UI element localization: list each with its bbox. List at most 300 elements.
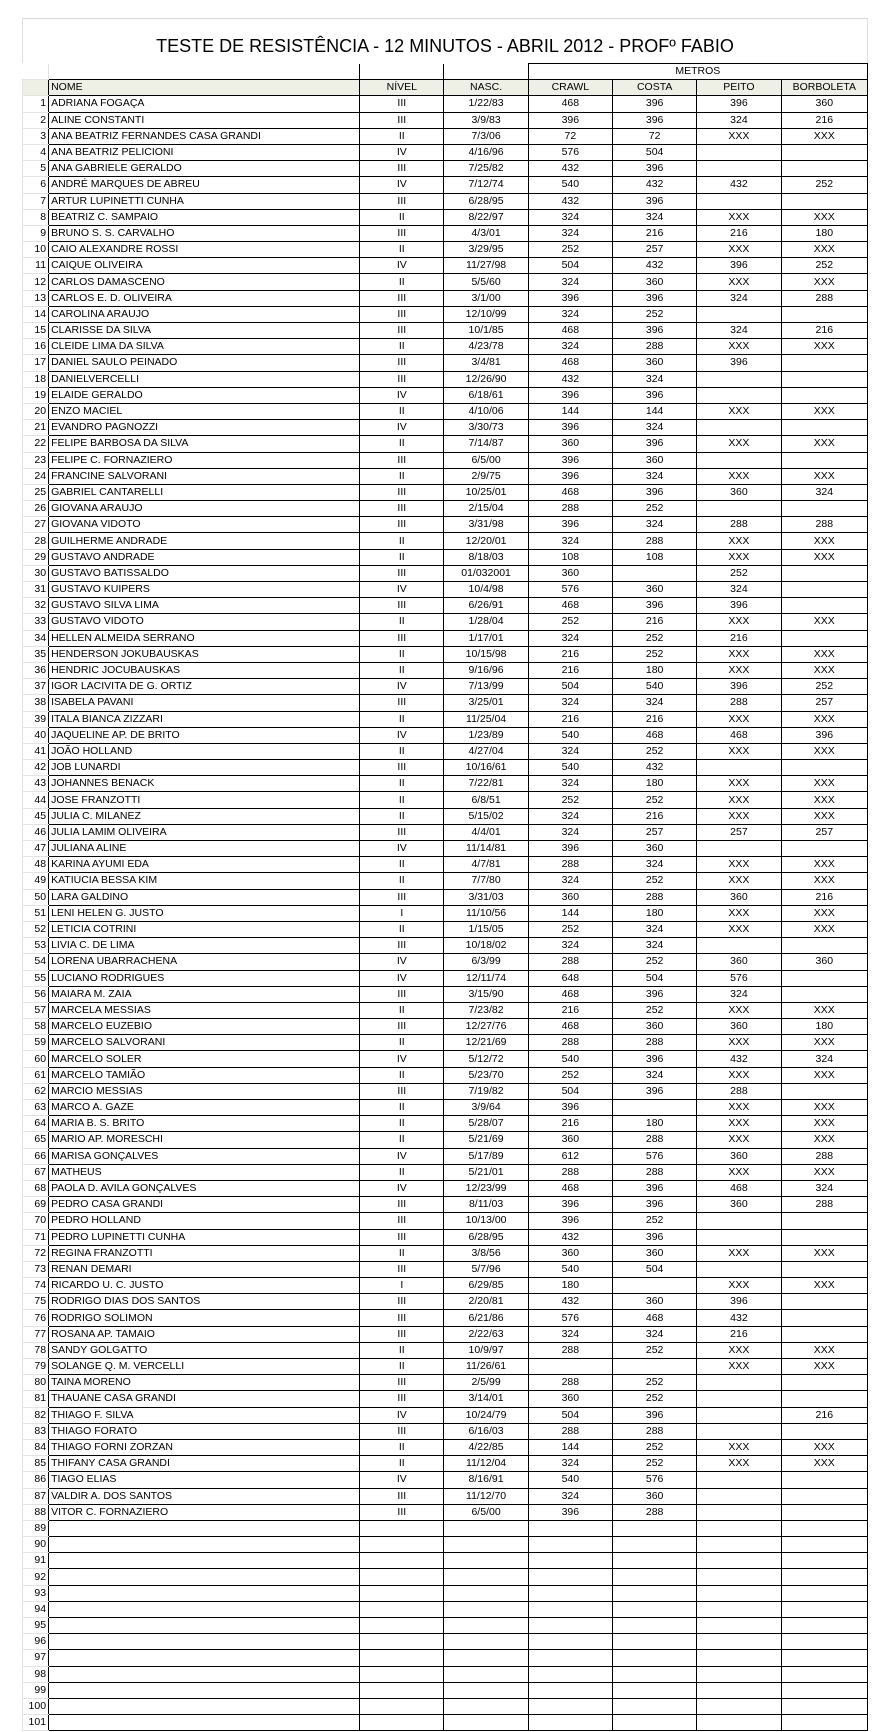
level-cell: III (360, 161, 444, 177)
level-cell: II (360, 549, 444, 565)
level-cell: II (360, 339, 444, 355)
borboleta-cell (781, 938, 867, 954)
costa-cell: 257 (613, 242, 697, 258)
peito-cell: 288 (697, 1083, 781, 1099)
row-number: 84 (23, 1439, 49, 1455)
crawl-cell: 216 (528, 646, 612, 662)
row-number: 80 (23, 1375, 49, 1391)
costa-cell (613, 1666, 697, 1682)
costa-cell (613, 1100, 697, 1116)
birthdate-cell: 3/9/64 (444, 1100, 528, 1116)
crawl-cell: 360 (528, 1132, 612, 1148)
crawl-cell: 396 (528, 517, 612, 533)
row-number: 86 (23, 1472, 49, 1488)
peito-cell: 432 (697, 1310, 781, 1326)
name-cell: SANDY GOLGATTO (49, 1342, 360, 1358)
birthdate-cell (444, 1569, 528, 1585)
borboleta-cell: XXX (781, 857, 867, 873)
level-cell: III (360, 306, 444, 322)
borboleta-cell (781, 970, 867, 986)
table-row (23, 986, 868, 1002)
row-number: 29 (23, 549, 49, 565)
crawl-cell: 504 (528, 679, 612, 695)
costa-cell: 216 (613, 225, 697, 241)
borboleta-cell: XXX (781, 1164, 867, 1180)
row-number: 3 (23, 128, 49, 144)
crawl-cell (528, 1569, 612, 1585)
peito-cell (697, 1666, 781, 1682)
borboleta-cell: XXX (781, 711, 867, 727)
row-number: 27 (23, 517, 49, 533)
costa-cell: 576 (613, 1472, 697, 1488)
crawl-cell: 324 (528, 209, 612, 225)
row-number: 71 (23, 1229, 49, 1245)
row-number: 70 (23, 1213, 49, 1229)
birthdate-cell: 5/28/07 (444, 1116, 528, 1132)
crawl-cell: 540 (528, 1051, 612, 1067)
name-cell: JULIA LAMIM OLIVEIRA (49, 824, 360, 840)
peito-cell (697, 1375, 781, 1391)
table-row (23, 857, 868, 873)
name-cell: DANIEL SAULO PEINADO (49, 355, 360, 371)
table-row (23, 679, 868, 695)
name-cell (49, 1569, 360, 1585)
name-cell: MARISA GONÇALVES (49, 1148, 360, 1164)
costa-cell: 360 (613, 1245, 697, 1261)
crawl-cell: 288 (528, 1375, 612, 1391)
borboleta-cell (781, 630, 867, 646)
level-cell: II (360, 808, 444, 824)
peito-cell: XXX (697, 1164, 781, 1180)
table-row (23, 889, 868, 905)
level-cell: III (360, 1083, 444, 1099)
name-cell (49, 1634, 360, 1650)
crawl-cell: 540 (528, 1261, 612, 1277)
crawl-cell: 252 (528, 792, 612, 808)
name-cell: HELLEN ALMEIDA SERRANO (49, 630, 360, 646)
costa-cell: 396 (613, 290, 697, 306)
crawl-cell: 252 (528, 1067, 612, 1083)
table-row (23, 1035, 868, 1051)
results-table (22, 63, 868, 1731)
peito-cell: 360 (697, 889, 781, 905)
level-cell: III (360, 1423, 444, 1439)
peito-cell: 360 (697, 954, 781, 970)
costa-cell: 396 (613, 1083, 697, 1099)
peito-cell: XXX (697, 1456, 781, 1472)
level-cell (360, 1618, 444, 1634)
borboleta-cell: XXX (781, 1245, 867, 1261)
table-row (23, 1439, 868, 1455)
level-cell: II (360, 662, 444, 678)
table-row (23, 1537, 868, 1553)
costa-cell (613, 1569, 697, 1585)
crawl-cell: 504 (528, 1407, 612, 1423)
name-cell (49, 1618, 360, 1634)
costa-cell: 252 (613, 1391, 697, 1407)
name-cell: MARCELO TAMIÃO (49, 1067, 360, 1083)
table-row (23, 905, 868, 921)
birthdate-cell: 3/4/81 (444, 355, 528, 371)
header-nivel: NÍVEL (360, 80, 444, 96)
table-row (23, 1407, 868, 1423)
row-number: 73 (23, 1261, 49, 1277)
crawl-cell: 324 (528, 1326, 612, 1342)
costa-cell: 360 (613, 1294, 697, 1310)
crawl-cell: 324 (528, 274, 612, 290)
row-number: 36 (23, 662, 49, 678)
level-cell (360, 1553, 444, 1569)
birthdate-cell: 1/17/01 (444, 630, 528, 646)
peito-cell: XXX (697, 614, 781, 630)
crawl-cell: 288 (528, 1342, 612, 1358)
peito-cell (697, 841, 781, 857)
row-number: 60 (23, 1051, 49, 1067)
peito-cell (697, 1520, 781, 1536)
borboleta-cell: 324 (781, 1051, 867, 1067)
crawl-cell: 504 (528, 258, 612, 274)
costa-cell: 360 (613, 452, 697, 468)
crawl-cell: 576 (528, 1310, 612, 1326)
row-number: 89 (23, 1520, 49, 1536)
table-row (23, 468, 868, 484)
level-cell: III (360, 371, 444, 387)
table-row (23, 1083, 868, 1099)
header-nome: NOME (49, 80, 360, 96)
costa-cell: 396 (613, 484, 697, 500)
column-header-row (23, 80, 868, 96)
level-cell: III (360, 760, 444, 776)
level-cell: III (360, 355, 444, 371)
table-row (23, 420, 868, 436)
birthdate-cell: 11/12/70 (444, 1488, 528, 1504)
level-cell: III (360, 193, 444, 209)
name-cell (49, 1666, 360, 1682)
peito-cell (697, 1698, 781, 1714)
peito-cell: XXX (697, 1035, 781, 1051)
row-number: 92 (23, 1569, 49, 1585)
level-cell: III (360, 630, 444, 646)
level-cell: III (360, 290, 444, 306)
table-row (23, 1100, 868, 1116)
name-cell: GIOVANA ARAUJO (49, 501, 360, 517)
row-number: 87 (23, 1488, 49, 1504)
birthdate-cell: 12/11/74 (444, 970, 528, 986)
costa-cell: 324 (613, 371, 697, 387)
table-row (23, 1148, 868, 1164)
crawl-cell: 360 (528, 889, 612, 905)
borboleta-cell (781, 841, 867, 857)
costa-cell: 396 (613, 193, 697, 209)
peito-cell: XXX (697, 921, 781, 937)
level-cell: III (360, 824, 444, 840)
borboleta-cell: 360 (781, 954, 867, 970)
crawl-cell: 288 (528, 954, 612, 970)
costa-cell: 252 (613, 1342, 697, 1358)
row-number: 22 (23, 436, 49, 452)
table-row (23, 258, 868, 274)
crawl-cell: 180 (528, 1278, 612, 1294)
borboleta-cell: XXX (781, 209, 867, 225)
crawl-cell: 324 (528, 339, 612, 355)
costa-cell: 252 (613, 1439, 697, 1455)
table-row (23, 1229, 868, 1245)
level-cell: III (360, 517, 444, 533)
peito-cell: 360 (697, 1148, 781, 1164)
row-number: 37 (23, 679, 49, 695)
peito-cell: XXX (697, 776, 781, 792)
table-row (23, 549, 868, 565)
row-number: 79 (23, 1359, 49, 1375)
level-cell: III (360, 986, 444, 1002)
birthdate-cell: 6/5/00 (444, 1504, 528, 1520)
level-cell: II (360, 1002, 444, 1018)
name-cell: GUSTAVO BATISSALDO (49, 565, 360, 581)
costa-cell: 108 (613, 549, 697, 565)
borboleta-cell: XXX (781, 905, 867, 921)
crawl-cell: 216 (528, 1002, 612, 1018)
name-cell: PEDRO HOLLAND (49, 1213, 360, 1229)
borboleta-cell: XXX (781, 403, 867, 419)
table-row (23, 436, 868, 452)
crawl-cell: 252 (528, 921, 612, 937)
table-row (23, 1326, 868, 1342)
table-row (23, 1245, 868, 1261)
borboleta-cell: 216 (781, 112, 867, 128)
birthdate-cell (444, 1537, 528, 1553)
name-cell: MARCIO MESSIAS (49, 1083, 360, 1099)
borboleta-cell (781, 986, 867, 1002)
peito-cell (697, 1423, 781, 1439)
peito-cell: 288 (697, 695, 781, 711)
name-cell: JOHANNES BENACK (49, 776, 360, 792)
row-number: 57 (23, 1002, 49, 1018)
borboleta-cell: XXX (781, 614, 867, 630)
peito-cell (697, 1391, 781, 1407)
borboleta-cell (781, 1618, 867, 1634)
crawl-cell: 540 (528, 760, 612, 776)
table-row (23, 1682, 868, 1698)
costa-cell: 324 (613, 468, 697, 484)
crawl-cell: 144 (528, 403, 612, 419)
table-row (23, 582, 868, 598)
level-cell: II (360, 1035, 444, 1051)
name-cell: ANA GABRIELE GERALDO (49, 161, 360, 177)
costa-cell (613, 1682, 697, 1698)
table-row (23, 144, 868, 160)
table-row (23, 1472, 868, 1488)
crawl-cell: 540 (528, 177, 612, 193)
peito-cell: XXX (697, 905, 781, 921)
costa-cell: 180 (613, 662, 697, 678)
level-cell: II (360, 1359, 444, 1375)
level-cell: IV (360, 144, 444, 160)
row-number: 56 (23, 986, 49, 1002)
peito-cell: XXX (697, 857, 781, 873)
borboleta-cell: XXX (781, 873, 867, 889)
birthdate-cell: 3/31/98 (444, 517, 528, 533)
name-cell: JULIA C. MILANEZ (49, 808, 360, 824)
birthdate-cell: 7/13/99 (444, 679, 528, 695)
row-number: 61 (23, 1067, 49, 1083)
birthdate-cell: 12/26/90 (444, 371, 528, 387)
borboleta-cell: 216 (781, 889, 867, 905)
crawl-cell: 288 (528, 1423, 612, 1439)
crawl-cell: 360 (528, 565, 612, 581)
borboleta-cell (781, 1310, 867, 1326)
costa-cell: 360 (613, 841, 697, 857)
costa-cell: 288 (613, 533, 697, 549)
birthdate-cell: 6/21/86 (444, 1310, 528, 1326)
birthdate-cell: 6/18/61 (444, 387, 528, 403)
name-cell: TAINA MORENO (49, 1375, 360, 1391)
row-number: 1 (23, 96, 49, 112)
costa-cell: 396 (613, 1180, 697, 1196)
borboleta-cell: XXX (781, 921, 867, 937)
peito-cell: 257 (697, 824, 781, 840)
name-cell: DANIELVERCELLI (49, 371, 360, 387)
birthdate-cell: 8/16/91 (444, 1472, 528, 1488)
peito-cell (697, 161, 781, 177)
birthdate-cell: 11/10/56 (444, 905, 528, 921)
row-number: 23 (23, 452, 49, 468)
level-cell (360, 1698, 444, 1714)
peito-cell (697, 193, 781, 209)
costa-cell: 180 (613, 905, 697, 921)
row-number: 44 (23, 792, 49, 808)
row-number: 51 (23, 905, 49, 921)
peito-cell (697, 938, 781, 954)
level-cell: III (360, 1504, 444, 1520)
borboleta-cell (781, 1715, 867, 1731)
peito-cell (697, 1634, 781, 1650)
peito-cell: 216 (697, 225, 781, 241)
name-cell: ELAIDE GERALDO (49, 387, 360, 403)
borboleta-cell (781, 420, 867, 436)
table-row (23, 711, 868, 727)
birthdate-cell: 3/25/01 (444, 695, 528, 711)
borboleta-cell: XXX (781, 533, 867, 549)
level-cell (360, 1650, 444, 1666)
costa-cell: 432 (613, 760, 697, 776)
table-row (23, 452, 868, 468)
crawl-cell: 612 (528, 1148, 612, 1164)
costa-cell: 396 (613, 1407, 697, 1423)
group-header-row (23, 64, 868, 80)
crawl-cell: 72 (528, 128, 612, 144)
birthdate-cell: 10/24/79 (444, 1407, 528, 1423)
table-row (23, 921, 868, 937)
costa-cell: 252 (613, 646, 697, 662)
row-number: 17 (23, 355, 49, 371)
peito-cell: 396 (697, 355, 781, 371)
name-cell: GABRIEL CANTARELLI (49, 484, 360, 500)
birthdate-cell: 5/21/69 (444, 1132, 528, 1148)
row-number: 76 (23, 1310, 49, 1326)
costa-cell (613, 1585, 697, 1601)
borboleta-cell (781, 1650, 867, 1666)
table-row (23, 1197, 868, 1213)
table-row (23, 128, 868, 144)
costa-cell: 288 (613, 339, 697, 355)
level-cell: II (360, 274, 444, 290)
name-cell: GUSTAVO KUIPERS (49, 582, 360, 598)
birthdate-cell: 6/16/03 (444, 1423, 528, 1439)
borboleta-cell: XXX (781, 1278, 867, 1294)
row-number: 55 (23, 970, 49, 986)
name-cell: THIFANY CASA GRANDI (49, 1456, 360, 1472)
peito-cell: XXX (697, 242, 781, 258)
peito-cell: 396 (697, 258, 781, 274)
name-cell: THIAGO FORATO (49, 1423, 360, 1439)
name-cell: GUILHERME ANDRADE (49, 533, 360, 549)
peito-cell (697, 1553, 781, 1569)
crawl-cell: 324 (528, 938, 612, 954)
borboleta-cell: 360 (781, 96, 867, 112)
crawl-cell: 396 (528, 1197, 612, 1213)
borboleta-cell (781, 1601, 867, 1617)
table-row (23, 614, 868, 630)
level-cell: II (360, 209, 444, 225)
peito-cell: 216 (697, 1326, 781, 1342)
level-cell: II (360, 792, 444, 808)
crawl-cell (528, 1698, 612, 1714)
costa-cell: 324 (613, 1067, 697, 1083)
birthdate-cell: 7/14/87 (444, 436, 528, 452)
costa-cell: 288 (613, 889, 697, 905)
peito-cell (697, 1601, 781, 1617)
crawl-cell: 396 (528, 1504, 612, 1520)
birthdate-cell (444, 1618, 528, 1634)
level-cell: III (360, 1213, 444, 1229)
birthdate-cell: 1/22/83 (444, 96, 528, 112)
crawl-cell (528, 1715, 612, 1731)
name-cell: ADRIANA FOGAÇA (49, 96, 360, 112)
row-number: 40 (23, 727, 49, 743)
borboleta-cell: XXX (781, 339, 867, 355)
peito-cell (697, 1715, 781, 1731)
level-cell: II (360, 1067, 444, 1083)
birthdate-cell: 7/23/82 (444, 1002, 528, 1018)
peito-cell: 432 (697, 177, 781, 193)
costa-cell: 396 (613, 598, 697, 614)
level-cell (360, 1666, 444, 1682)
borboleta-cell (781, 355, 867, 371)
borboleta-cell: XXX (781, 1132, 867, 1148)
level-cell (360, 1715, 444, 1731)
name-cell (49, 1698, 360, 1714)
birthdate-cell: 10/15/98 (444, 646, 528, 662)
birthdate-cell (444, 1666, 528, 1682)
costa-cell: 144 (613, 403, 697, 419)
peito-cell: 288 (697, 517, 781, 533)
borboleta-cell: 288 (781, 517, 867, 533)
level-cell: II (360, 1100, 444, 1116)
table-row (23, 177, 868, 193)
row-number: 74 (23, 1278, 49, 1294)
costa-cell: 288 (613, 1423, 697, 1439)
table-row (23, 1164, 868, 1180)
borboleta-cell (781, 1229, 867, 1245)
level-cell: IV (360, 970, 444, 986)
name-cell: THAUANE CASA GRANDI (49, 1391, 360, 1407)
borboleta-cell: XXX (781, 468, 867, 484)
name-cell: SOLANGE Q. M. VERCELLI (49, 1359, 360, 1375)
birthdate-cell: 10/13/00 (444, 1213, 528, 1229)
borboleta-cell (781, 1504, 867, 1520)
header-costa: COSTA (613, 80, 697, 96)
table-row (23, 792, 868, 808)
